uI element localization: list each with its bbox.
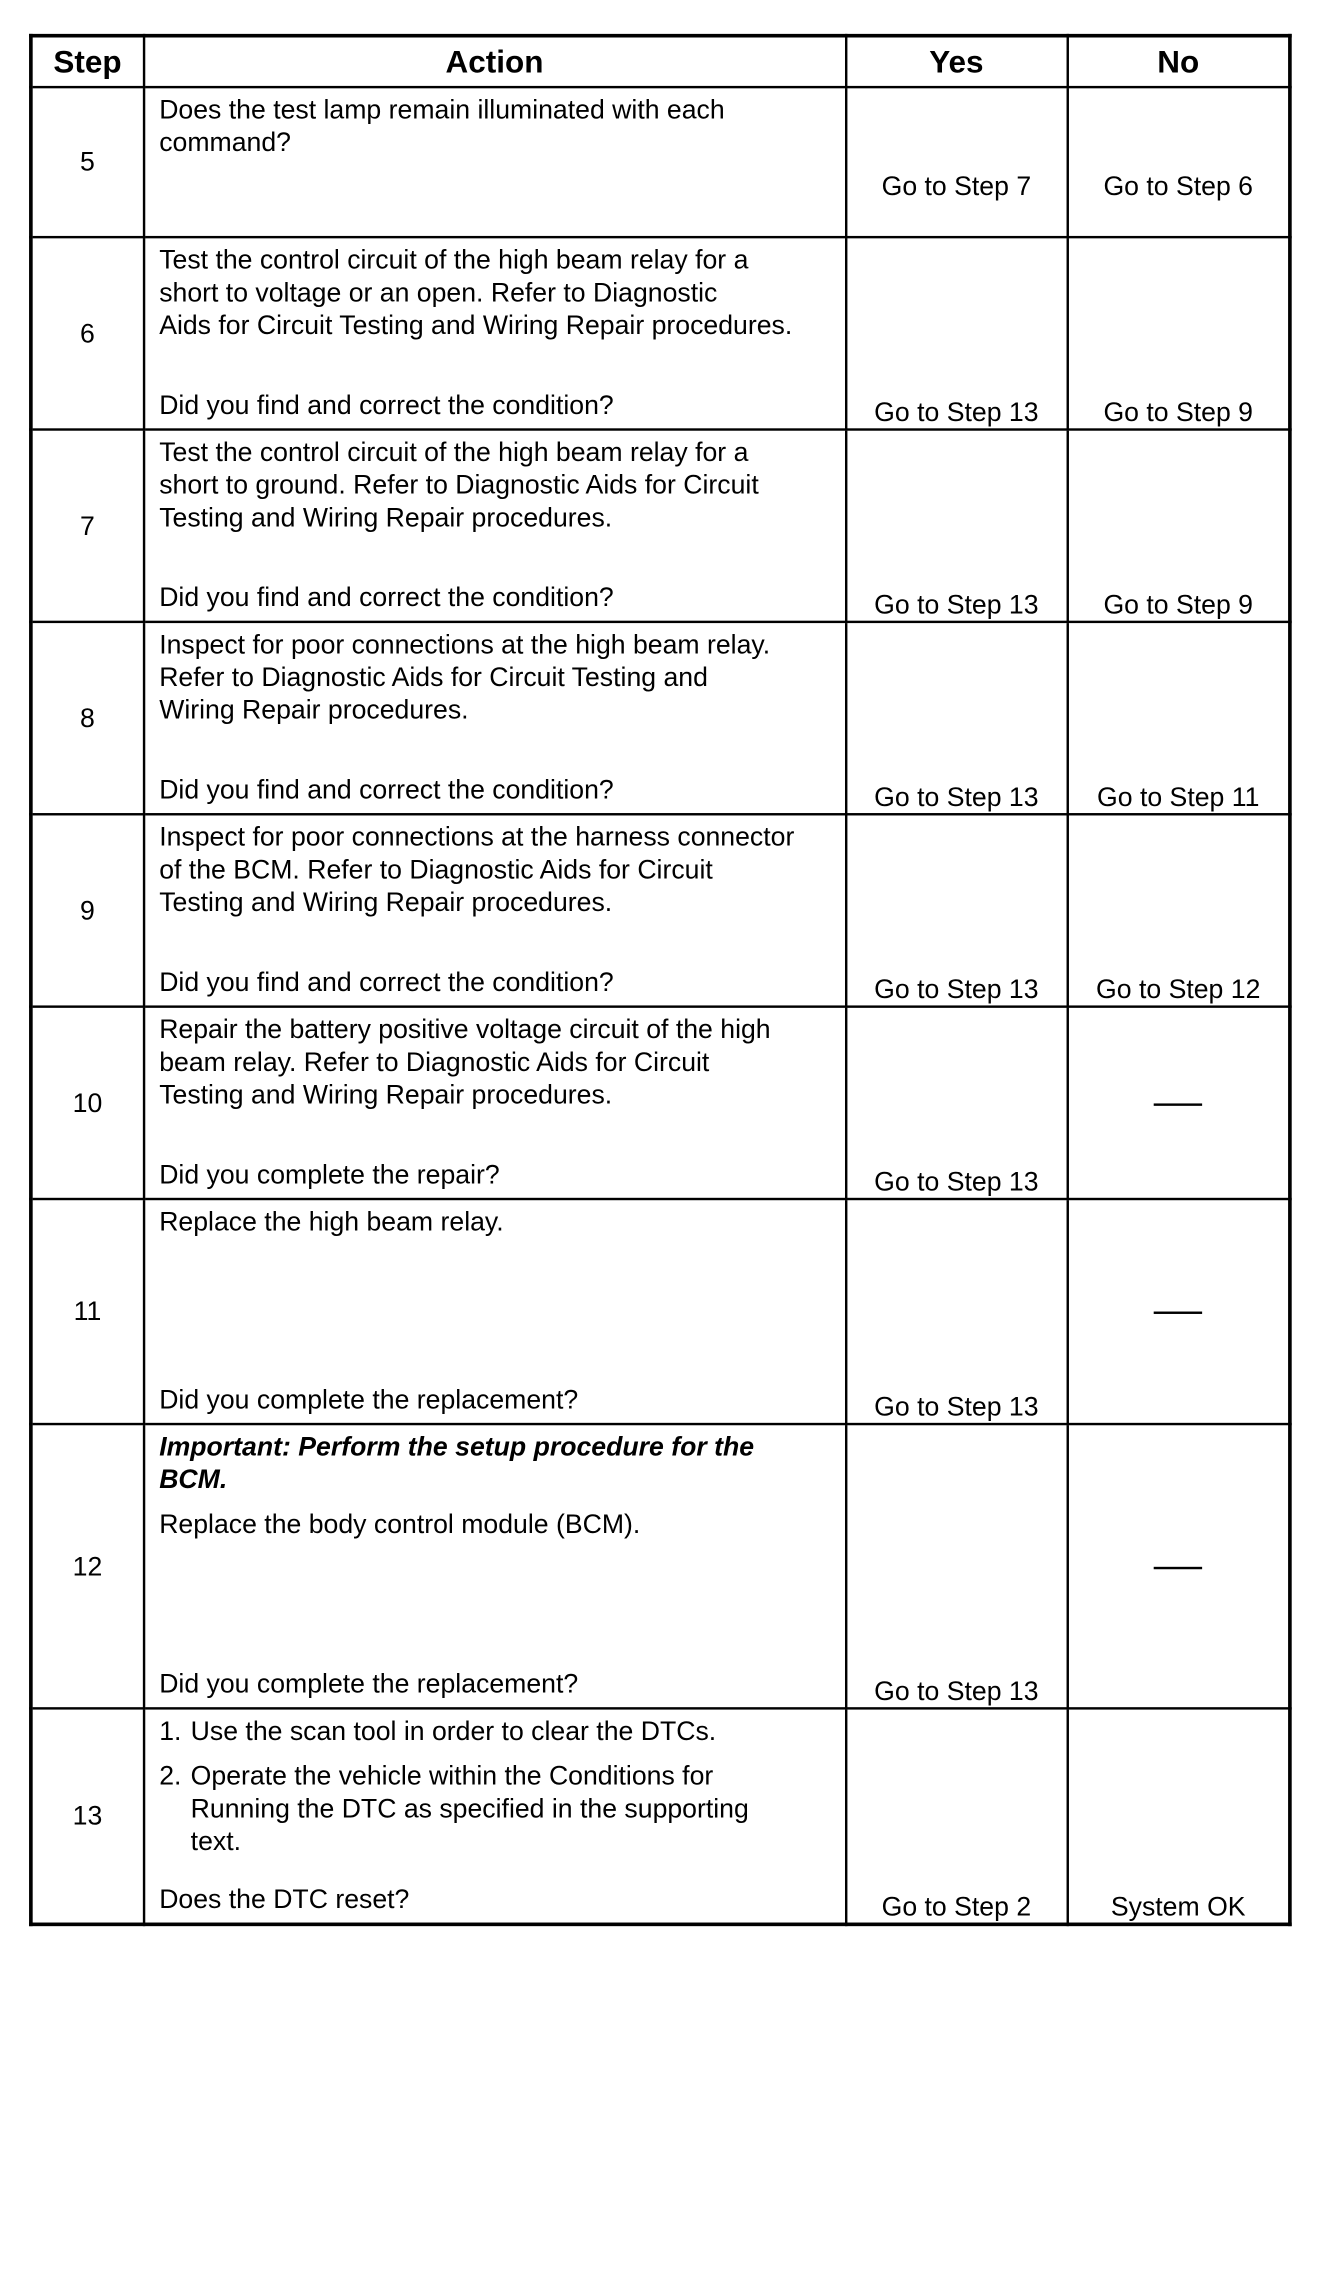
no-result: System OK: [1067, 1708, 1290, 1924]
action-question: Does the DTC reset?: [159, 1883, 410, 1915]
yes-result: Go to Step 13: [846, 237, 1068, 429]
action-cell: [143, 814, 845, 1006]
action-cell: [143, 430, 845, 622]
action-line: of the BCM. Refer to Diagnostic Aids for Circuit: [159, 854, 713, 885]
action-line: Does the test lamp remain illuminated with each: [159, 94, 725, 125]
action-cell: [143, 1007, 845, 1199]
yes-result: Go to Step 13: [846, 1424, 1068, 1708]
action-question: Did you find and correct the condition?: [159, 966, 614, 997]
no-result: [1067, 1007, 1290, 1199]
table-row: [31, 622, 1290, 814]
action-cell: [143, 1199, 845, 1424]
action-cell: [143, 237, 845, 429]
action-line: Test the control circuit of the high beam relay for a: [159, 244, 749, 275]
action-line: Repair the battery positive voltage circuit of the high: [159, 1013, 771, 1045]
action-question: Did you complete the replacement?: [159, 1384, 579, 1415]
header-no: No: [1067, 36, 1290, 87]
yes-result: Go to Step 13: [846, 1007, 1068, 1199]
header-row: [31, 36, 1290, 87]
action-line: Replace the body control module (BCM).: [159, 1508, 641, 1539]
table-row: [31, 1007, 1290, 1199]
no-result: [1067, 1199, 1290, 1424]
no-result-dash: [1154, 1566, 1202, 1568]
action-line: Inspect for poor connections at the harness connector: [159, 821, 795, 852]
action-line: beam relay. Refer to Diagnostic Aids for Circuit: [159, 1046, 710, 1077]
item-text: Use the scan tool in order to clear the DTCs.: [190, 1715, 717, 1746]
action-line: short to ground. Refer to Diagnostic Aids for Circuit: [159, 469, 759, 500]
yes-result: Go to Step 2: [846, 1708, 1068, 1924]
item-number: 1.: [159, 1715, 182, 1746]
action-line: short to voltage or an open. Refer to Diagnostic: [159, 277, 718, 308]
numbered-item-continuation: [159, 1792, 835, 1825]
action-line: Test the control circuit of the high beam relay for a: [159, 436, 749, 468]
yes-result: Go to Step 13: [846, 1199, 1068, 1424]
action-line: Refer to Diagnostic Aids for Circuit Testing and: [159, 661, 708, 693]
diagnostic-table: [29, 34, 1292, 1926]
action-question: Did you find and correct the condition?: [159, 774, 614, 805]
step-number: 13: [31, 1708, 144, 1924]
action-line: Testing and Wiring Repair procedures.: [159, 886, 613, 918]
action-cell: [143, 1424, 845, 1708]
step-number: 6: [31, 237, 144, 429]
table-row: [31, 1424, 1290, 1708]
action-line: command?: [159, 127, 291, 158]
no-result: Go to Step 6: [1067, 87, 1290, 237]
item-text: Operate the vehicle within the Conditions for: [190, 1760, 714, 1791]
step-number: 12: [31, 1424, 144, 1708]
numbered-item: [159, 1759, 835, 1792]
no-result: Go to Step 9: [1067, 430, 1290, 622]
action-line: Aids for Circuit Testing and Wiring Repair procedures.: [159, 309, 793, 340]
important-note-line: BCM.: [159, 1463, 228, 1495]
action-line: Testing and Wiring Repair procedures.: [159, 1079, 613, 1110]
yes-result: Go to Step 13: [846, 430, 1068, 622]
item-text: Running the DTC as specified in the supporting: [190, 1793, 749, 1824]
item-number: 2.: [159, 1760, 182, 1791]
header-step: Step: [31, 36, 144, 87]
numbered-item-continuation: [159, 1825, 835, 1858]
numbered-item: [159, 1714, 835, 1747]
action-line: Testing and Wiring Repair procedures.: [159, 502, 613, 533]
action-question: Did you complete the replacement?: [159, 1668, 579, 1699]
table-row: [31, 237, 1290, 429]
action-question: Did you find and correct the condition?: [159, 581, 614, 613]
no-result: Go to Step 12: [1067, 814, 1290, 1006]
important-note-line: Important: Perform the setup procedure for the: [159, 1431, 755, 1462]
action-question: Did you complete the repair?: [159, 1159, 500, 1190]
no-result-dash: [1154, 1312, 1202, 1314]
step-number: 5: [31, 87, 144, 237]
no-result: Go to Step 9: [1067, 237, 1290, 429]
action-cell: [143, 622, 845, 814]
action-question: Did you find and correct the condition?: [159, 389, 614, 420]
no-result-dash: [1154, 1103, 1202, 1105]
action-line: Wiring Repair procedures.: [159, 694, 469, 725]
no-result: [1067, 1424, 1290, 1708]
yes-result: Go to Step 13: [846, 622, 1068, 814]
header-action: Action: [143, 36, 845, 87]
action-line: Replace the high beam relay.: [159, 1206, 504, 1237]
table-row: [31, 1199, 1290, 1424]
step-number: 10: [31, 1007, 144, 1199]
step-number: 8: [31, 622, 144, 814]
step-number: 9: [31, 814, 144, 1006]
table-row: [31, 814, 1290, 1006]
table-row: [31, 87, 1290, 237]
header-yes: Yes: [846, 36, 1068, 87]
item-text: text.: [190, 1825, 242, 1856]
no-result: Go to Step 11: [1067, 622, 1290, 814]
action-cell: [143, 87, 845, 237]
step-number: 7: [31, 430, 144, 622]
yes-result: Go to Step 13: [846, 814, 1068, 1006]
yes-result: Go to Step 7: [846, 87, 1068, 237]
table-row: [31, 430, 1290, 622]
step-number: 11: [31, 1199, 144, 1424]
action-line: Inspect for poor connections at the high beam relay.: [159, 629, 771, 660]
